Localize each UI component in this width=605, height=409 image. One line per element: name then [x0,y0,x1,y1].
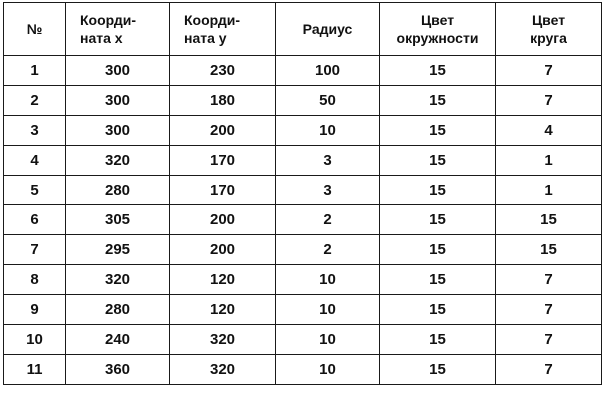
cell-coord-x: 240 [66,325,170,355]
header-coord-x-line2: ната x [80,30,123,46]
table-row [4,325,602,355]
cell-row-number: 1 [4,56,66,86]
cell-fill-color: 4 [496,115,602,145]
table-body [4,56,602,385]
cell-coord-y: 120 [170,265,276,295]
header-fill-color-line1: Цвет [531,12,566,28]
cell-coord-x: 320 [66,145,170,175]
header-row [4,3,602,56]
cell-coord-x: 280 [66,295,170,325]
cell-radius: 50 [276,85,380,115]
cell-outline-color: 15 [380,265,496,295]
table-row [4,56,602,86]
cell-coord-y: 200 [170,205,276,235]
cell-radius: 3 [276,145,380,175]
table-row [4,265,602,295]
cell-fill-color: 1 [496,175,602,205]
table-row [4,205,602,235]
header-coord-y [170,3,276,56]
cell-outline-color: 15 [380,85,496,115]
header-outline-color-line1: Цвет [420,12,455,28]
table-row [4,235,602,265]
cell-coord-x: 300 [66,56,170,86]
cell-coord-y: 180 [170,85,276,115]
cell-outline-color: 15 [380,295,496,325]
cell-outline-color: 15 [380,145,496,175]
header-circle-outline-color [380,3,496,56]
cell-fill-color: 15 [496,235,602,265]
table-row [4,145,602,175]
header-number [4,3,66,56]
cell-coord-y: 200 [170,235,276,265]
header-radius-label: Радиус [302,21,353,37]
cell-coord-y: 230 [170,56,276,86]
cell-coord-x: 295 [66,235,170,265]
cell-outline-color: 15 [380,175,496,205]
header-radius [276,3,380,56]
cell-coord-y: 170 [170,175,276,205]
cell-fill-color: 7 [496,56,602,86]
table-row [4,354,602,384]
header-coord-y-line2: ната y [184,30,227,46]
cell-row-number: 10 [4,325,66,355]
cell-coord-y: 320 [170,354,276,384]
cell-radius: 2 [276,205,380,235]
cell-row-number: 3 [4,115,66,145]
cell-radius: 100 [276,56,380,86]
table-row [4,295,602,325]
table-row [4,85,602,115]
cell-coord-x: 360 [66,354,170,384]
cell-coord-x: 300 [66,85,170,115]
cell-row-number: 8 [4,265,66,295]
cell-coord-x: 280 [66,175,170,205]
table-header [4,3,602,56]
cell-fill-color: 15 [496,205,602,235]
header-circle-fill-color [496,3,602,56]
cell-coord-x: 305 [66,205,170,235]
cell-row-number: 4 [4,145,66,175]
cell-fill-color: 7 [496,295,602,325]
cell-radius: 10 [276,265,380,295]
cell-coord-x: 320 [66,265,170,295]
header-outline-color-line2: окружности [396,30,479,46]
cell-row-number: 9 [4,295,66,325]
cell-outline-color: 15 [380,205,496,235]
cell-radius: 3 [276,175,380,205]
cell-radius: 10 [276,354,380,384]
cell-outline-color: 15 [380,354,496,384]
cell-outline-color: 15 [380,115,496,145]
cell-coord-x: 300 [66,115,170,145]
cell-fill-color: 7 [496,265,602,295]
cell-radius: 10 [276,115,380,145]
header-number-label: № [26,21,43,37]
cell-outline-color: 15 [380,235,496,265]
table-row [4,115,602,145]
cell-coord-y: 170 [170,145,276,175]
cell-row-number: 6 [4,205,66,235]
header-coord-x-line1: Коорди- [80,12,137,28]
circles-table [3,2,602,385]
table-row [4,175,602,205]
cell-radius: 2 [276,235,380,265]
cell-coord-y: 320 [170,325,276,355]
cell-fill-color: 7 [496,325,602,355]
cell-coord-y: 200 [170,115,276,145]
cell-row-number: 7 [4,235,66,265]
header-coord-y-line1: Коорди- [184,12,241,28]
cell-outline-color: 15 [380,325,496,355]
cell-row-number: 2 [4,85,66,115]
cell-fill-color: 7 [496,354,602,384]
header-fill-color-line2: круга [530,30,567,46]
cell-radius: 10 [276,295,380,325]
header-coord-x [66,3,170,56]
cell-fill-color: 1 [496,145,602,175]
cell-outline-color: 15 [380,56,496,86]
cell-row-number: 5 [4,175,66,205]
cell-row-number: 11 [4,354,66,384]
cell-fill-color: 7 [496,85,602,115]
cell-coord-y: 120 [170,295,276,325]
cell-radius: 10 [276,325,380,355]
